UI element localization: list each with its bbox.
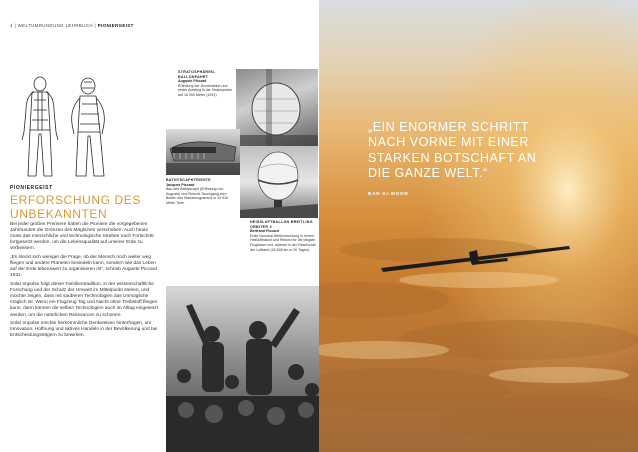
caption-bathyscaphe: BATHYSCAPHTRIESTE Jacques Piccard Bau des Bathyscaph (Erfindung von Auguste) und Rekord-Tauchgang zum Boden des Marianengrabens in 10 916 Meter Tiefe. xyxy=(166,178,228,205)
stratosphere-balloon-photo xyxy=(236,69,318,149)
body-paragraph: Solar Impulse folgt dieser Familientradition, in der wissenschaftliche Forschung und der Schutz der Umwelt im Mittelpunkt stehen, und möchte zeigen, dass mit sauberen Technologien das Unmögliche möglich ist. Wenn ein Flugzeug Tag und Nacht ohne Treibstoff fliegen kann, dann können die selben Technologien auch im Alltag eingesetzt werden, um die natürlichen Ressourcen zu schonen. xyxy=(10,282,158,318)
solar-impulse-photo xyxy=(319,0,638,452)
crowd-photo xyxy=(166,286,320,452)
article-headline: ERFORSCHUNG DES UNBEKANNTEN xyxy=(10,193,142,221)
caption-breitling: HEISSLUFTBALLON BREITLING ORBITER 3 Bertrand Piccard Erste Nonstop-Weltumrundung in einem Heißluftballon und Rekord für die längste Flugdauer und -strecke in der Geschichte der Luftfahrt (45 646 km in 20 Tagen). xyxy=(250,220,316,252)
caption-stratosphere: STRATOSPHÄREN-BALLONFAHRT Auguste Piccard Erfindung der Druckkabine und erster Aufstieg in die Stratosphäre auf 16 000 Meter (1931). xyxy=(178,70,233,97)
body-paragraph: Bei jeder großen Premiere haben die Pioniere die vorgegebenen Jahrhundert die Grenzen des Möglichen verschoben. Auch heute muss das menschliche und technologische Streben nach Fortschritt fortgesetzt werden, um die Lebensqualität auf unserer Erde zu verbessern. xyxy=(10,222,154,252)
section-label: WELTUMRUNDUNG LEHRBUCH xyxy=(17,23,93,28)
bathyscaphe-photo xyxy=(166,129,240,175)
pull-quote: „EIN ENORMER SCHRITT NACH VORNE MIT EINER STARKEN BOTSCHAFT AN DIE GANZE WELT.“ xyxy=(368,120,537,181)
body-paragraph: Solar Impulse möchte herkömmliche Denkweisen hinterfragen, um Innovation, Hoffnung und aktives Handeln in der Bevölkerung und bei Entscheidungsträgern zu bewirken. xyxy=(10,321,158,339)
quote-author: BAN KI-MOON xyxy=(368,191,409,196)
breitling-orbiter-photo xyxy=(240,146,318,218)
article-body xyxy=(10,222,158,342)
page-number: 4 xyxy=(10,23,13,28)
chapter-label: PIONIERGEIST xyxy=(97,23,134,28)
running-header: 4 | WELTUMRUNDUNG LEHRBUCH | PIONIERGEIST xyxy=(10,23,134,28)
pressure-suit-illustration xyxy=(12,74,124,182)
body-paragraph: „Es steckt sich weniger die Frage, ob der Mensch noch weiter weg fliegen und andere Planeten besiedeln kann, sondern wie das Leben auf der Erde lebenswert zu organisieren ist“, schrieb Auguste Piccard 1931. xyxy=(10,255,157,279)
article-kicker: PIONIERGEIST xyxy=(10,185,53,191)
